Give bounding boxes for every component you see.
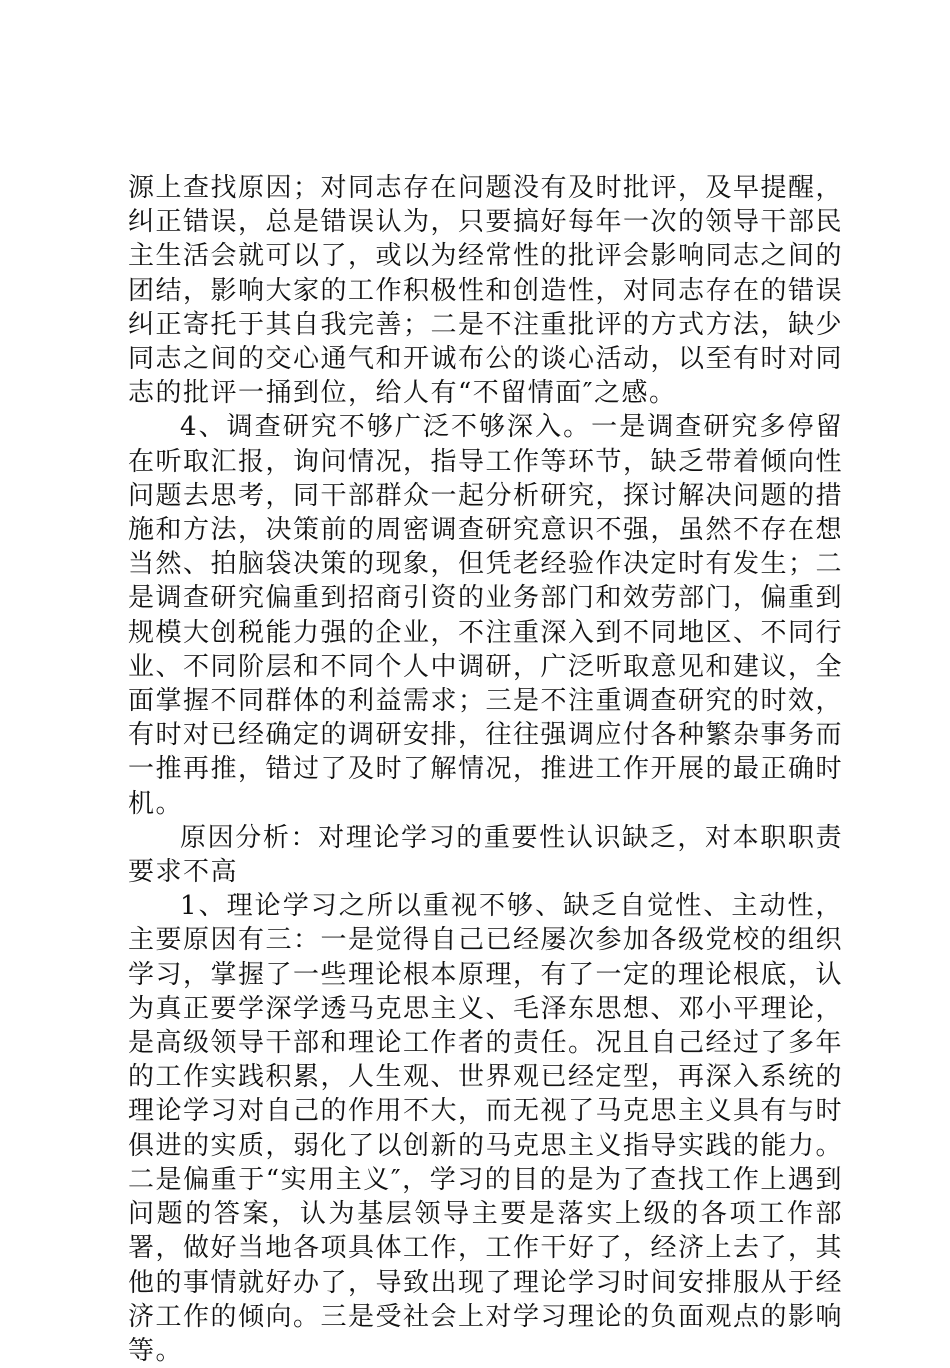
paragraph-item-4: 4、调查研究不够广泛不够深入。一是调查研究多停留在听取汇报，询问情况，指导工作等环节，缺乏带着倾向性问题去思考，同干部群众一起分析研究，探讨解决问题的措施和方法，决策前的周密调查研究意识不强，虽然不存在想当然、拍脑袋决策的现象，但凭老经验作决定时有发生；二是调查研究偏重到招商引资的业务部门和效劳部门，偏重到规模大创税能力强的企业，不注重深入到不同地区、不同行业、不同阶层和不同个人中调研，广泛听取意见和建议，全面掌握不同群体的利益需求；三是不注重调查研究的时效，有时对已经确定的调研安排，往往强调应付各种繁杂事务而一推再推，错过了及时了解情况，推进工作开展的最正确时机。 — [128, 412, 844, 819]
paragraph-continuation: 源上查找原因；对同志存在问题没有及时批评，及早提醒，纠正错误，总是错误认为，只要搞好每年一次的领导干部民主生活会就可以了，或以为经常性的批评会影响同志之间的团结，影响大家的工作积极性和创造性，对同志存在的错误纠正寄托于其自我完善；二是不注重批评的方式方法，缺少同志之间的交心通气和开诚布公的谈心活动，以至有时对同志的批评一捅到位，给人有“不留情面″之感。 — [128, 173, 844, 409]
paragraph-cause-analysis: 原因分析：对理论学习的重要性认识缺乏，对本职职责要求不高 — [128, 822, 843, 888]
document-body — [128, 171, 843, 1368]
paragraph-item-1: 1、理论学习之所以重视不够、缺乏自觉性、主动性，主要原因有三：一是觉得自己已经屡次参加各级党校的组织学习，掌握了一些理论根本原理，有了一定的理论根底，认为真正要学深学透马克思主义、毛泽东思想、邓小平理论，是高级领导干部和理论工作者的责任。况且自己经过了多年的工作实践积累，人生观、世界观已经定型，再深入系统的理论学习对自己的作用不大，而无视了马克思主义具有与时俱进的实质，弱化了以创新的马克思主义指导实践的能力。二是偏重于“实用主义″，学习的目的是为了查找工作上遇到问题的答案，认为基层领导主要是落实上级的各项工作部署，做好当地各项具体工作，工作干好了，经济上去了，其他的事情就好办了，导致出现了理论学习时间安排服从于经济工作的倾向。三是受社会上对学习理论的负面观点的影响等。 — [128, 891, 844, 1366]
